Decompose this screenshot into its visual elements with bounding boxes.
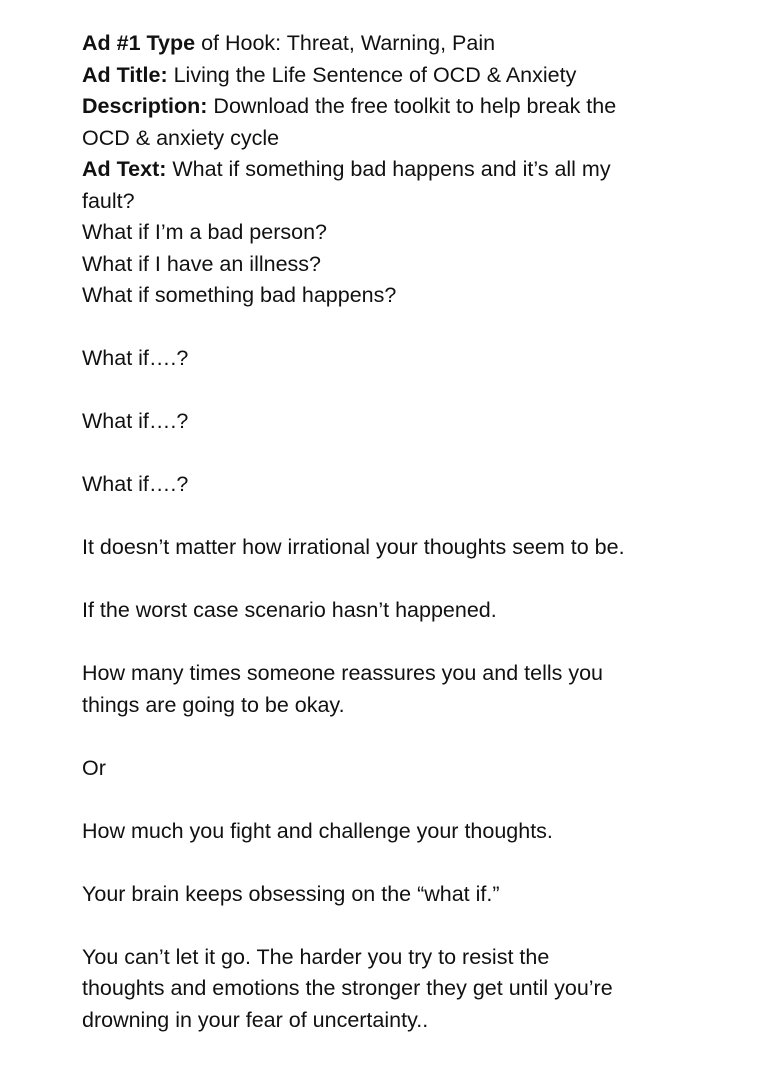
what-if-3: What if….? bbox=[82, 472, 189, 496]
spacer bbox=[82, 847, 722, 879]
ad-text-line-2: fault? bbox=[82, 188, 135, 213]
ad-title-value: Living the Life Sentence of OCD & Anxiety bbox=[167, 62, 577, 87]
question-something-bad: What if something bad happens? bbox=[82, 283, 397, 307]
spacer bbox=[82, 312, 722, 344]
paragraph-let-go-1: You can’t let it go. The harder you try to resist the bbox=[82, 944, 550, 969]
spacer bbox=[82, 501, 722, 533]
spacer bbox=[82, 784, 722, 816]
spacer bbox=[82, 721, 722, 753]
ad-title-line bbox=[82, 60, 722, 92]
paragraph-reassures-2: things are going to be okay. bbox=[82, 692, 345, 717]
paragraph-let-go-3: drowning in your fear of uncertainty.. bbox=[82, 1007, 429, 1032]
question-bad-person: What if I’m a bad person? bbox=[82, 220, 327, 244]
spacer bbox=[82, 910, 722, 942]
paragraph-fight: How much you fight and challenge your thoughts. bbox=[82, 818, 553, 843]
spacer bbox=[82, 438, 722, 470]
description-value: Download the free toolkit to help break the bbox=[207, 94, 617, 118]
description-label: Description: bbox=[82, 94, 208, 118]
ad-text-label: Ad Text: bbox=[82, 157, 167, 181]
document-page bbox=[82, 28, 722, 1036]
hook-type-line bbox=[82, 28, 722, 60]
what-if-2: What if….? bbox=[82, 409, 189, 433]
spacer bbox=[82, 627, 722, 659]
what-if-1: What if….? bbox=[82, 346, 189, 370]
ad-title-label: Ad Title: bbox=[82, 62, 168, 87]
paragraph-irrational: It doesn’t matter how irrational your thoughts seem to be. bbox=[82, 535, 625, 559]
paragraph-or: Or bbox=[82, 755, 106, 780]
ad-text-value: What if something bad happens and it’s all my bbox=[166, 157, 611, 181]
paragraph-reassures-1: How many times someone reassures you and tells you bbox=[82, 661, 604, 685]
description-line bbox=[82, 91, 722, 123]
description-line-2: OCD & anxiety cycle bbox=[82, 125, 280, 150]
spacer bbox=[82, 564, 722, 596]
hook-type-value: of Hook: Threat, Warning, Pain bbox=[195, 31, 496, 55]
paragraph-worst-case: If the worst case scenario hasn’t happened. bbox=[82, 598, 497, 622]
paragraph-let-go-2: thoughts and emotions the stronger they get until you’re bbox=[82, 976, 613, 1000]
paragraph-obsessing: Your brain keeps obsessing on the “what if.” bbox=[82, 881, 500, 906]
spacer bbox=[82, 375, 722, 407]
hook-type-label: Ad #1 Type bbox=[82, 31, 196, 55]
ad-text-line bbox=[82, 154, 722, 186]
question-illness: What if I have an illness? bbox=[82, 251, 322, 276]
